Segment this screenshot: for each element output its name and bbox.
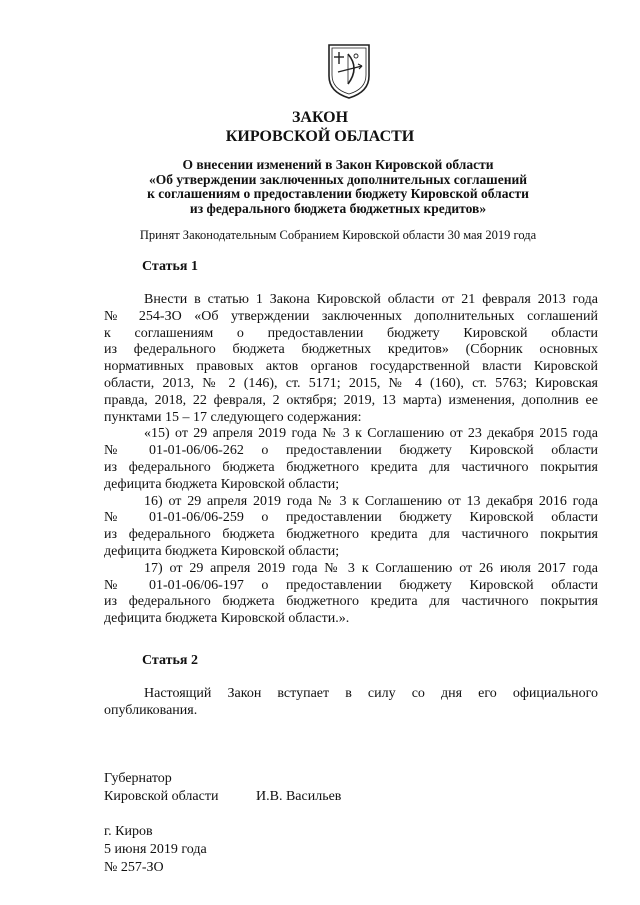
article-1-line: № 254-ЗО «Об утверждении заключенных дополнительных соглашений xyxy=(104,308,598,324)
article-1-line: к соглашениям о предоставлении бюджету Кировской области xyxy=(104,325,598,341)
signatory-position: Губернатор xyxy=(104,771,172,786)
article-1-heading: Статья 1 xyxy=(142,259,198,274)
law-title-line: О внесении изменений в Закон Кировской области xyxy=(182,157,494,172)
signatory-region: Кировской области xyxy=(104,789,219,804)
article-2-heading: Статья 2 xyxy=(142,653,198,668)
law-title-line: «Об утверждении заключенных дополнительных соглашений xyxy=(148,171,528,187)
law-title-line: из федерального бюджета бюджетных кредитов» xyxy=(189,200,487,216)
article-1-line: № 01-01-06/06-259 о предоставлении бюджету Кировской области xyxy=(104,510,598,526)
adoption-note: Принят Законодательным Собранием Кировской области 30 мая 2019 года xyxy=(139,228,537,242)
article-1-line: правда, 2018, 22 февраля, 2 октября; 2019, 13 марта) изменения, дополнив ее xyxy=(104,392,598,408)
article-1-line: № 01-01-06/06-197 о предоставлении бюджету Кировской области xyxy=(104,577,598,593)
article-1-line: 16) от 29 апреля 2019 года № 3 к Соглашению от 13 декабря 2016 года xyxy=(144,493,598,509)
article-1-line: дефицита бюджета Кировской области.». xyxy=(104,611,350,627)
article-1-body xyxy=(104,292,598,628)
article-1-line: из федерального бюджета бюджетного кредита для частичного покрытия xyxy=(104,594,598,610)
article-2-line: опубликования. xyxy=(104,702,198,718)
article-1-line: дефицита бюджета Кировской области; xyxy=(104,543,340,559)
article-1-line: 17) от 29 апреля 2019 года № 3 к Соглашению от 26 июля 2017 года xyxy=(144,560,598,576)
document-region: КИРОВСКОЙ ОБЛАСТИ xyxy=(225,128,415,145)
article-1-line: дефицита бюджета Кировской области; xyxy=(104,476,340,492)
signing-date: 5 июня 2019 года xyxy=(104,842,207,857)
article-2-line: Настоящий Закон вступает в силу со дня его официального xyxy=(144,686,598,701)
article-1-line: из федерального бюджета бюджетных кредитов» (Сборник основных xyxy=(104,342,598,358)
article-1-line: области, 2013, № 2 (146), ст. 5171; 2015, № 4 (160), ст. 5763; Кировская xyxy=(104,375,598,391)
signatory-name: И.В. Васильев xyxy=(256,789,342,804)
article-1-line: из федерального бюджета бюджетного кредита для частичного покрытия xyxy=(104,459,598,475)
article-1-line: пунктами 15 – 17 следующего содержания: xyxy=(104,409,362,425)
signing-city: г. Киров xyxy=(104,824,153,839)
article-1-line: «15) от 29 апреля 2019 года № 3 к Соглашению от 23 декабря 2015 года xyxy=(144,426,598,442)
article-2-body xyxy=(104,686,598,720)
document-type: ЗАКОН xyxy=(291,109,349,126)
article-1-line: Внести в статью 1 Закона Кировской области от 21 февраля 2013 года xyxy=(144,292,598,307)
kirov-region-coat-of-arms-icon xyxy=(326,42,372,100)
article-1-line: нормативных правовых актов органов государственной власти Кировской xyxy=(104,359,598,375)
law-number: № 257-ЗО xyxy=(104,860,164,875)
law-title-line: к соглашениям о предоставлении бюджету Кировской области xyxy=(147,186,529,201)
article-1-line: из федерального бюджета бюджетного кредита для частичного покрытия xyxy=(104,527,598,543)
article-1-line: № 01-01-06/06-262 о предоставлении бюджету Кировской области xyxy=(104,443,598,459)
law-title xyxy=(100,158,576,216)
